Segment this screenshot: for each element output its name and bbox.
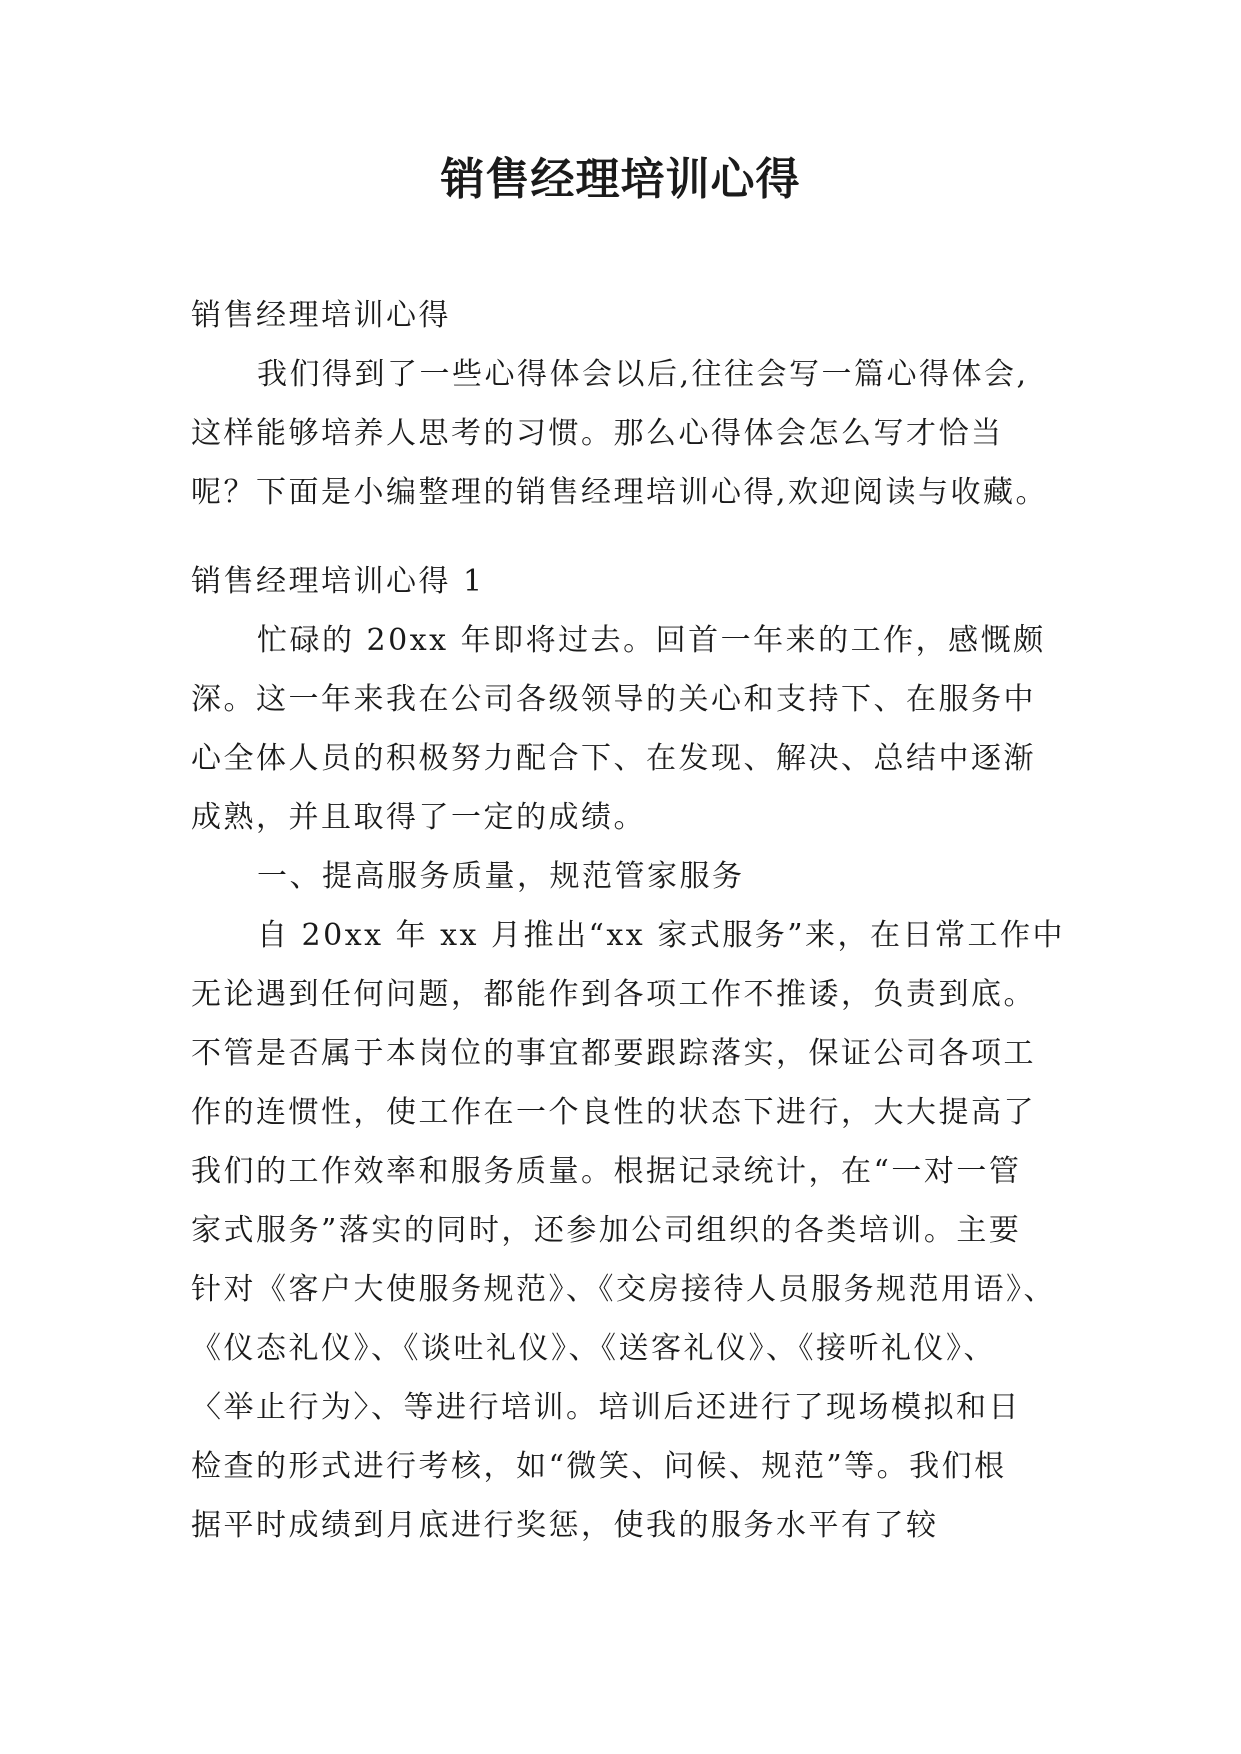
text-line: 家式服务”落实的同时，还参加公司组织的各类培训。主要 bbox=[191, 1213, 1022, 1248]
text-line: 心全体人员的积极努力配合下、在发现、解决、总结中逐渐 bbox=[191, 741, 1036, 776]
text-line: 据平时成绩到月底进行奖惩，使我的服务水平有了较 bbox=[191, 1508, 939, 1543]
text-line: 一、提高服务质量，规范管家服务 bbox=[257, 859, 745, 894]
document-body bbox=[191, 286, 1091, 1555]
text-line: 这样能够培养人思考的习惯。那么心得体会怎么写才恰当 bbox=[191, 416, 1004, 451]
text-line: 自 20xx 年 xx 月推出“xx 家式服务”来，在日常工作中 bbox=[257, 918, 1066, 953]
text-line: 销售经理培训心得 1 bbox=[191, 564, 485, 599]
text-line: 不管是否属于本岗位的事宜都要跟踪落实，保证公司各项工 bbox=[191, 1036, 1036, 1071]
text-line: 销售经理培训心得 bbox=[191, 298, 451, 333]
text-line: 深。这一年来我在公司各级领导的关心和支持下、在服务中 bbox=[191, 682, 1036, 717]
text-line: 针对《客户大使服务规范》、《交房接待人员服务规范用语》、 bbox=[191, 1272, 1056, 1307]
text-line: 我们得到了一些心得体会以后,往往会写一篇心得体会, bbox=[257, 357, 1029, 392]
document-title: 销售经理培训心得 bbox=[440, 154, 801, 205]
text-line: 无论遇到任何问题，都能作到各项工作不推诿，负责到底。 bbox=[191, 977, 1036, 1012]
text-line: 作的连惯性，使工作在一个良性的状态下进行，大大提高了 bbox=[191, 1095, 1036, 1130]
text-line: 我们的工作效率和服务质量。根据记录统计，在“一对一管 bbox=[191, 1154, 1022, 1189]
paragraph-gap bbox=[191, 522, 1091, 552]
text-line: 成熟，并且取得了一定的成绩。 bbox=[191, 800, 646, 835]
text-line: 忙碌的 20xx 年即将过去。回首一年来的工作，感慨颇 bbox=[257, 623, 1046, 658]
text-line: 〈举止行为〉、等进行培训。培训后还进行了现场模拟和日 bbox=[191, 1390, 1021, 1425]
text-line: 《仪态礼仪》、《谈吐礼仪》、《送客礼仪》、《接听礼仪》、 bbox=[191, 1331, 996, 1366]
text-line: 呢？下面是小编整理的销售经理培训心得,欢迎阅读与收藏。 bbox=[191, 475, 1049, 510]
text-line: 检查的形式进行考核，如“微笑、问候、规范”等。我们根 bbox=[191, 1449, 1007, 1484]
